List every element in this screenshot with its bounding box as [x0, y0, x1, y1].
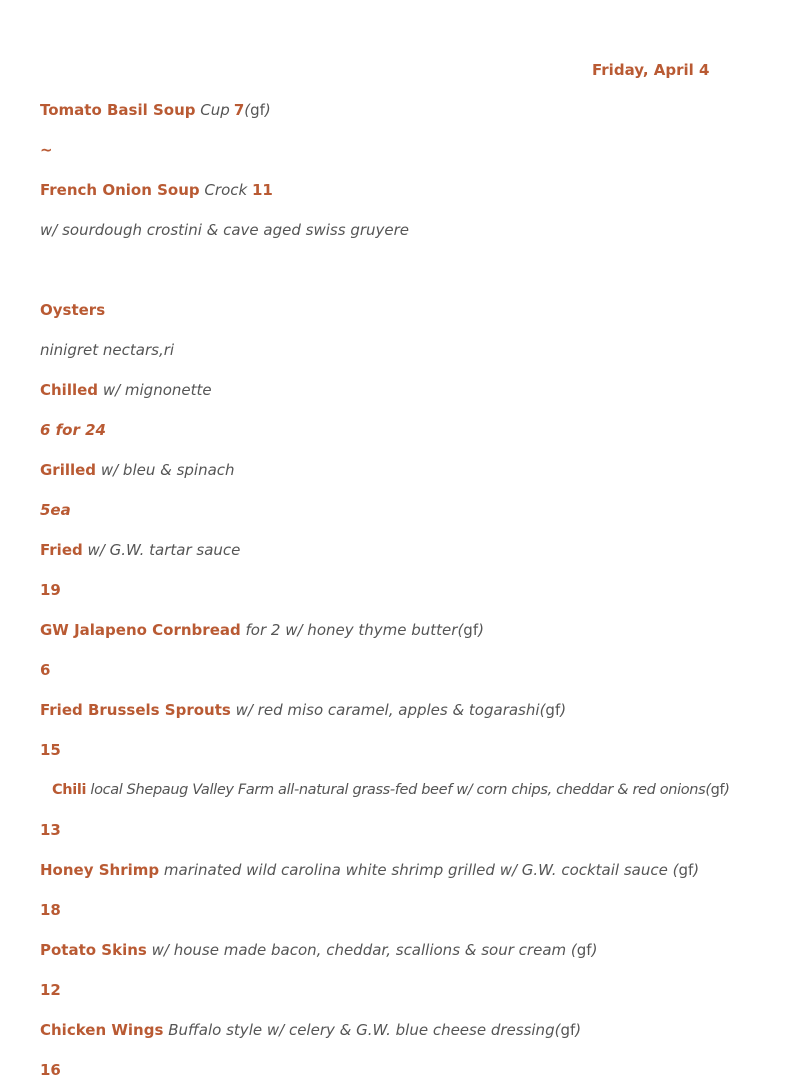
item-price [40, 580, 61, 600]
item-name: Potato Skins [40, 941, 147, 959]
price-text: 15 [40, 741, 61, 759]
date-text: Friday, April 4 [592, 61, 710, 79]
price-text: 6 for 24 [40, 421, 106, 439]
price-text: 13 [40, 821, 61, 839]
item-name: Grilled [40, 461, 97, 479]
price-text: 6 [40, 661, 51, 679]
gf-close: ) [264, 101, 271, 119]
item-price [40, 740, 61, 760]
gf-close: ) [560, 701, 567, 719]
menu-item-oysters-grilled [40, 460, 235, 480]
menu-item-potato-skins [40, 940, 597, 960]
item-description: local Shepaug Valley Farm all-natural grass-fed beef w/ corn chips, cheddar & red onions [90, 782, 706, 798]
menu-item-tomato-soup [40, 100, 271, 120]
gf-label: gf [678, 861, 694, 879]
item-name: Tomato Basil Soup [40, 101, 196, 119]
gf-open: ( [705, 782, 711, 798]
menu-date [592, 60, 709, 80]
gf-label: gf [560, 1021, 576, 1039]
item-description: w/ mignonette [102, 381, 212, 399]
gf-close: ) [575, 1021, 582, 1039]
gf-close: ) [724, 782, 730, 798]
item-name: Fried [40, 541, 83, 559]
gf-label: gf [463, 621, 479, 639]
item-price [40, 980, 61, 1000]
gf-open: ( [570, 941, 577, 959]
gf-label: gf [545, 701, 561, 719]
item-size: Crock [204, 181, 248, 199]
item-description: w/ red miso caramel, apples & togarashi [235, 701, 540, 719]
menu-item-oysters-fried [40, 540, 240, 560]
item-description: w/ house made bacon, cheddar, scallions & sour cream [151, 941, 571, 959]
heading-text: Oysters [40, 301, 106, 319]
gf-open: ( [672, 861, 679, 879]
item-price [40, 1060, 61, 1080]
menu-item-brussels-sprouts [40, 700, 566, 720]
item-price: 11 [251, 181, 273, 199]
item-name: Honey Shrimp [40, 861, 160, 879]
item-description: for 2 w/ honey thyme butter [245, 621, 458, 639]
gf-open: ( [457, 621, 464, 639]
price-text: 12 [40, 981, 61, 999]
item-description: marinated wild carolina white shrimp grilled w/ G.W. cocktail sauce [163, 861, 673, 879]
item-name: Chilled [40, 381, 99, 399]
price-text: 5ea [40, 501, 71, 519]
item-name: Fried Brussels Sprouts [40, 701, 231, 719]
item-description: w/ bleu & spinach [100, 461, 235, 479]
tilde-text: ~ [40, 141, 53, 159]
gf-close: ) [478, 621, 484, 639]
item-price [40, 660, 50, 680]
item-description: Buffalo style w/ celery & G.W. blue cheese dressing [168, 1021, 555, 1039]
gf-open: ( [539, 701, 546, 719]
menu-item-chicken-wings [40, 1020, 581, 1040]
item-size: Cup [200, 101, 230, 119]
menu-item-cornbread [40, 620, 484, 640]
item-price [40, 900, 61, 920]
item-price [40, 500, 71, 520]
note-text: ninigret nectars,ri [40, 341, 175, 359]
gf-close: ) [591, 941, 598, 959]
item-name: Chili [52, 782, 87, 798]
item-price: 7 [233, 101, 245, 119]
item-description: w/ G.W. tartar sauce [87, 541, 241, 559]
divider-tilde [40, 140, 53, 160]
price-text: 16 [40, 1061, 61, 1079]
price-text: 18 [40, 901, 61, 919]
gf-open: ( [554, 1021, 561, 1039]
menu-item-oysters-chilled [40, 380, 212, 400]
item-name: Chicken Wings [40, 1021, 164, 1039]
gf-label: gf [250, 101, 265, 119]
oysters-note [40, 340, 174, 360]
item-description [40, 220, 409, 240]
item-name: French Onion Soup [40, 181, 200, 199]
menu-item-honey-shrimp [40, 860, 699, 880]
menu-item-chili [52, 780, 730, 800]
item-name: GW Jalapeno Cornbread [40, 621, 241, 639]
gf-open: ( [244, 101, 251, 119]
price-text: 19 [40, 581, 61, 599]
item-price [40, 820, 61, 840]
gf-label: gf [710, 782, 725, 798]
description-text: w/ sourdough crostini & cave aged swiss gruyere [40, 221, 410, 239]
menu-item-onion-soup [40, 180, 273, 200]
gf-close: ) [693, 861, 700, 879]
section-heading-oysters [40, 300, 105, 320]
item-price [40, 420, 106, 440]
gf-label: gf [576, 941, 592, 959]
